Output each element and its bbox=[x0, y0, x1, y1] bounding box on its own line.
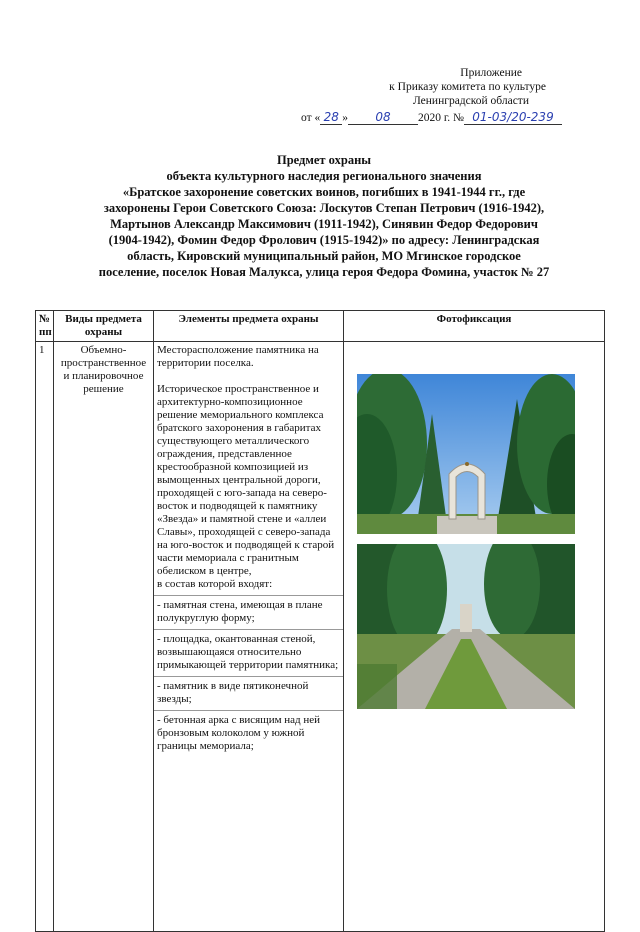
title-line: захоронены Герои Советского Союза: Лоскутов Степан Петрович (1916-1942), bbox=[103, 201, 545, 215]
element-composition: Историческое пространственное и архитектурно-композиционное решение мемориального комплекса братского захоронения в габаритах существующего металлического ограждения, представленное крестообразной композицией из вымощенных центральной дороги, проходящей с юго-запада на северо-восток и подводящей к памятнику «Звезда» и памятной стене и «аллеи Славы», проходящей с северо-запада на юго-восток и подводящей к старой части мемориала с гранитным обелиском в центре, bbox=[157, 383, 335, 577]
element-item: - площадка, окантованная стеной, возвышающаяся относительно примыкающей территории памятника; bbox=[154, 629, 343, 672]
appendix-date-line: от « 28 » 08 2020 г. № 01-03/20-239 bbox=[301, 110, 562, 125]
title-line: Предмет охраны bbox=[276, 153, 372, 167]
appendix-label: Приложение bbox=[460, 67, 522, 79]
title-line: объекта культурного наследия регионального значения bbox=[166, 169, 482, 183]
row-photos bbox=[344, 342, 605, 932]
title-line: (1904-1942), Фомин Федор Фролович (1915-1942)» по адресу: Ленинградская bbox=[108, 233, 540, 247]
handwritten-order-number: 01-03/20-239 bbox=[464, 110, 562, 125]
title-line: область, Кировский муниципальный район, МО Мгинское городское bbox=[127, 249, 521, 263]
element-location: Месторасположение памятника на территории поселка. bbox=[157, 344, 319, 369]
row-number: 1 bbox=[36, 342, 54, 932]
appendix-order-line: к Приказу комитета по культуре bbox=[389, 81, 546, 93]
title-line: Мартынов Александр Максимович (1911-1942), Синявин Федор Федорович bbox=[110, 217, 538, 231]
header-type: Виды предмета охраны bbox=[54, 311, 154, 342]
appendix-region-line: Ленинградской области bbox=[412, 95, 529, 107]
handwritten-month: 08 bbox=[348, 110, 418, 125]
row-type: Объемно-пространственное и планировочное решение bbox=[54, 342, 154, 932]
title-line: «Братское захоронение советских воинов, погибших в 1941-1944 гг., где bbox=[122, 185, 526, 199]
header-number: № пп bbox=[36, 311, 54, 342]
element-includes: в состав которой входят: bbox=[157, 578, 273, 590]
element-item: - памятная стена, имеющая в плане полукруглую форму; bbox=[154, 595, 343, 625]
protection-table bbox=[35, 310, 605, 932]
memorial-arch-photo bbox=[357, 374, 575, 534]
title-line: поселение, поселок Новая Малукса, улица героя Федора Фомина, участок № 27 bbox=[98, 265, 550, 279]
table-row bbox=[36, 342, 605, 932]
header-photo: Фотофиксация bbox=[344, 311, 605, 342]
handwritten-day: 28 bbox=[320, 110, 342, 125]
memorial-alley-photo bbox=[357, 544, 575, 709]
document-title bbox=[40, 152, 608, 280]
element-item: - памятник в виде пятиконечной звезды; bbox=[154, 676, 343, 706]
header-elements: Элементы предмета охраны bbox=[154, 311, 344, 342]
table-header-row bbox=[36, 311, 605, 342]
element-item: - бетонная арка с висящим над ней бронзовым колоколом у южной границы мемориала; bbox=[154, 710, 343, 753]
row-elements bbox=[154, 342, 344, 932]
